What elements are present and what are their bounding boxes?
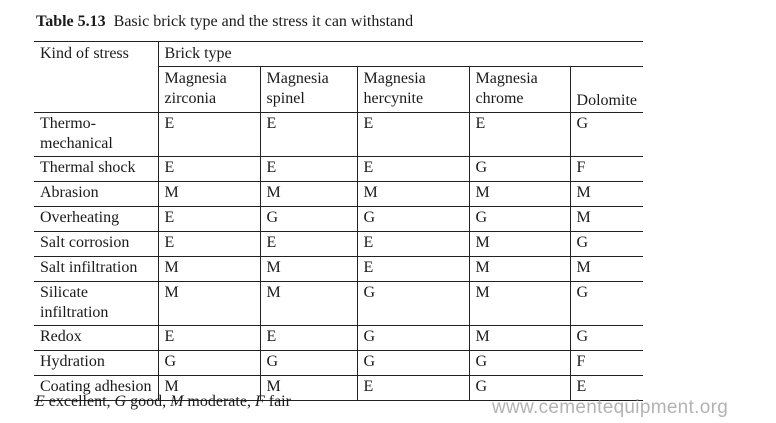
rating-cell: M bbox=[469, 326, 570, 351]
rating-cell: E bbox=[357, 232, 469, 257]
brick-type-header-cell: Dolomite bbox=[570, 67, 643, 113]
table-caption bbox=[36, 13, 413, 31]
stress-label: Salt infiltration bbox=[34, 257, 158, 282]
rating-cell: M bbox=[469, 182, 570, 207]
table-row bbox=[34, 326, 643, 351]
rating-cell: E bbox=[357, 257, 469, 282]
legend-meaning: moderate bbox=[187, 393, 247, 410]
rating-cell: E bbox=[469, 113, 570, 157]
table-number: Table 5.13 bbox=[36, 13, 106, 30]
rating-cell: F bbox=[570, 351, 643, 376]
legend-code: E bbox=[35, 393, 45, 410]
brick-stress-table bbox=[34, 41, 643, 401]
rating-cell: G bbox=[357, 207, 469, 232]
stress-label: Hydration bbox=[34, 351, 158, 376]
rating-cell: E bbox=[158, 326, 260, 351]
rating-cell: G bbox=[570, 326, 643, 351]
rating-cell: G bbox=[570, 232, 643, 257]
kind-of-stress-header: Kind of stress bbox=[34, 42, 158, 67]
stress-label: Abrasion bbox=[34, 182, 158, 207]
legend-meaning: excellent bbox=[48, 393, 107, 410]
brick-type-header: Brick type bbox=[158, 42, 643, 67]
rating-cell: E bbox=[158, 157, 260, 182]
rating-cell: M bbox=[469, 282, 570, 326]
legend-code: F bbox=[254, 393, 265, 410]
rating-cell: E bbox=[260, 232, 357, 257]
rating-cell: G bbox=[570, 113, 643, 157]
rating-cell: E bbox=[260, 113, 357, 157]
stress-label: Thermo-mechanical bbox=[34, 113, 158, 157]
rating-cell: G bbox=[357, 351, 469, 376]
rating-cell: E bbox=[158, 113, 260, 157]
rating-cell: E bbox=[570, 376, 643, 401]
legend-meaning: fair bbox=[268, 393, 291, 410]
table-row bbox=[34, 351, 643, 376]
brick-type-header-cell: Magnesia zirconia bbox=[158, 67, 260, 113]
stress-label: Silicate infiltration bbox=[34, 282, 158, 326]
brick-type-header-cell: Magnesia spinel bbox=[260, 67, 357, 113]
legend-code: M bbox=[170, 393, 184, 410]
rating-cell: M bbox=[158, 376, 260, 401]
rating-cell: E bbox=[158, 207, 260, 232]
rating-cell: M bbox=[158, 182, 260, 207]
rating-cell: F bbox=[570, 157, 643, 182]
rating-cell: G bbox=[158, 351, 260, 376]
rating-cell: G bbox=[357, 326, 469, 351]
rating-cell: M bbox=[260, 376, 357, 401]
rating-cell: G bbox=[357, 282, 469, 326]
stress-label: Coating adhesion bbox=[34, 376, 158, 401]
table-row bbox=[34, 207, 643, 232]
table-row bbox=[34, 113, 643, 157]
legend-code: G bbox=[114, 393, 127, 410]
rating-cell: E bbox=[357, 157, 469, 182]
rating-cell: M bbox=[357, 182, 469, 207]
rating-cell: G bbox=[469, 376, 570, 401]
stress-label: Thermal shock bbox=[34, 157, 158, 182]
table-row bbox=[34, 232, 643, 257]
brick-type-header-cell: Magnesia chrome bbox=[469, 67, 570, 113]
table-legend: E excellent, G good, M moderate, F fair bbox=[35, 393, 291, 410]
rating-cell: E bbox=[260, 326, 357, 351]
table-row bbox=[34, 157, 643, 182]
rating-cell: M bbox=[469, 257, 570, 282]
rating-cell: M bbox=[469, 232, 570, 257]
rating-cell: G bbox=[469, 351, 570, 376]
rating-cell: M bbox=[570, 182, 643, 207]
table-row bbox=[34, 182, 643, 207]
table-row bbox=[34, 257, 643, 282]
table-title: Basic brick type and the stress it can withstand bbox=[113, 13, 414, 30]
rating-cell: G bbox=[260, 207, 357, 232]
table-row bbox=[34, 282, 643, 326]
stress-label: Overheating bbox=[34, 207, 158, 232]
rating-cell: M bbox=[260, 257, 357, 282]
rating-cell: E bbox=[260, 157, 357, 182]
rating-cell: E bbox=[357, 113, 469, 157]
legend-meaning: good bbox=[130, 393, 163, 410]
rating-cell: E bbox=[357, 376, 469, 401]
rating-cell: G bbox=[260, 351, 357, 376]
rating-cell: G bbox=[469, 207, 570, 232]
rating-cell: G bbox=[570, 282, 643, 326]
rating-cell: M bbox=[260, 182, 357, 207]
rating-cell: M bbox=[570, 257, 643, 282]
rating-cell: G bbox=[469, 157, 570, 182]
rating-cell: M bbox=[158, 257, 260, 282]
rating-cell: M bbox=[260, 282, 357, 326]
watermark: www.cementequipment.org bbox=[492, 397, 729, 418]
brick-type-header-cell: Magnesia hercynite bbox=[357, 67, 469, 113]
rating-cell: E bbox=[158, 232, 260, 257]
stress-label: Redox bbox=[34, 326, 158, 351]
stress-label: Salt corrosion bbox=[34, 232, 158, 257]
rating-cell: M bbox=[158, 282, 260, 326]
rating-cell: M bbox=[570, 207, 643, 232]
